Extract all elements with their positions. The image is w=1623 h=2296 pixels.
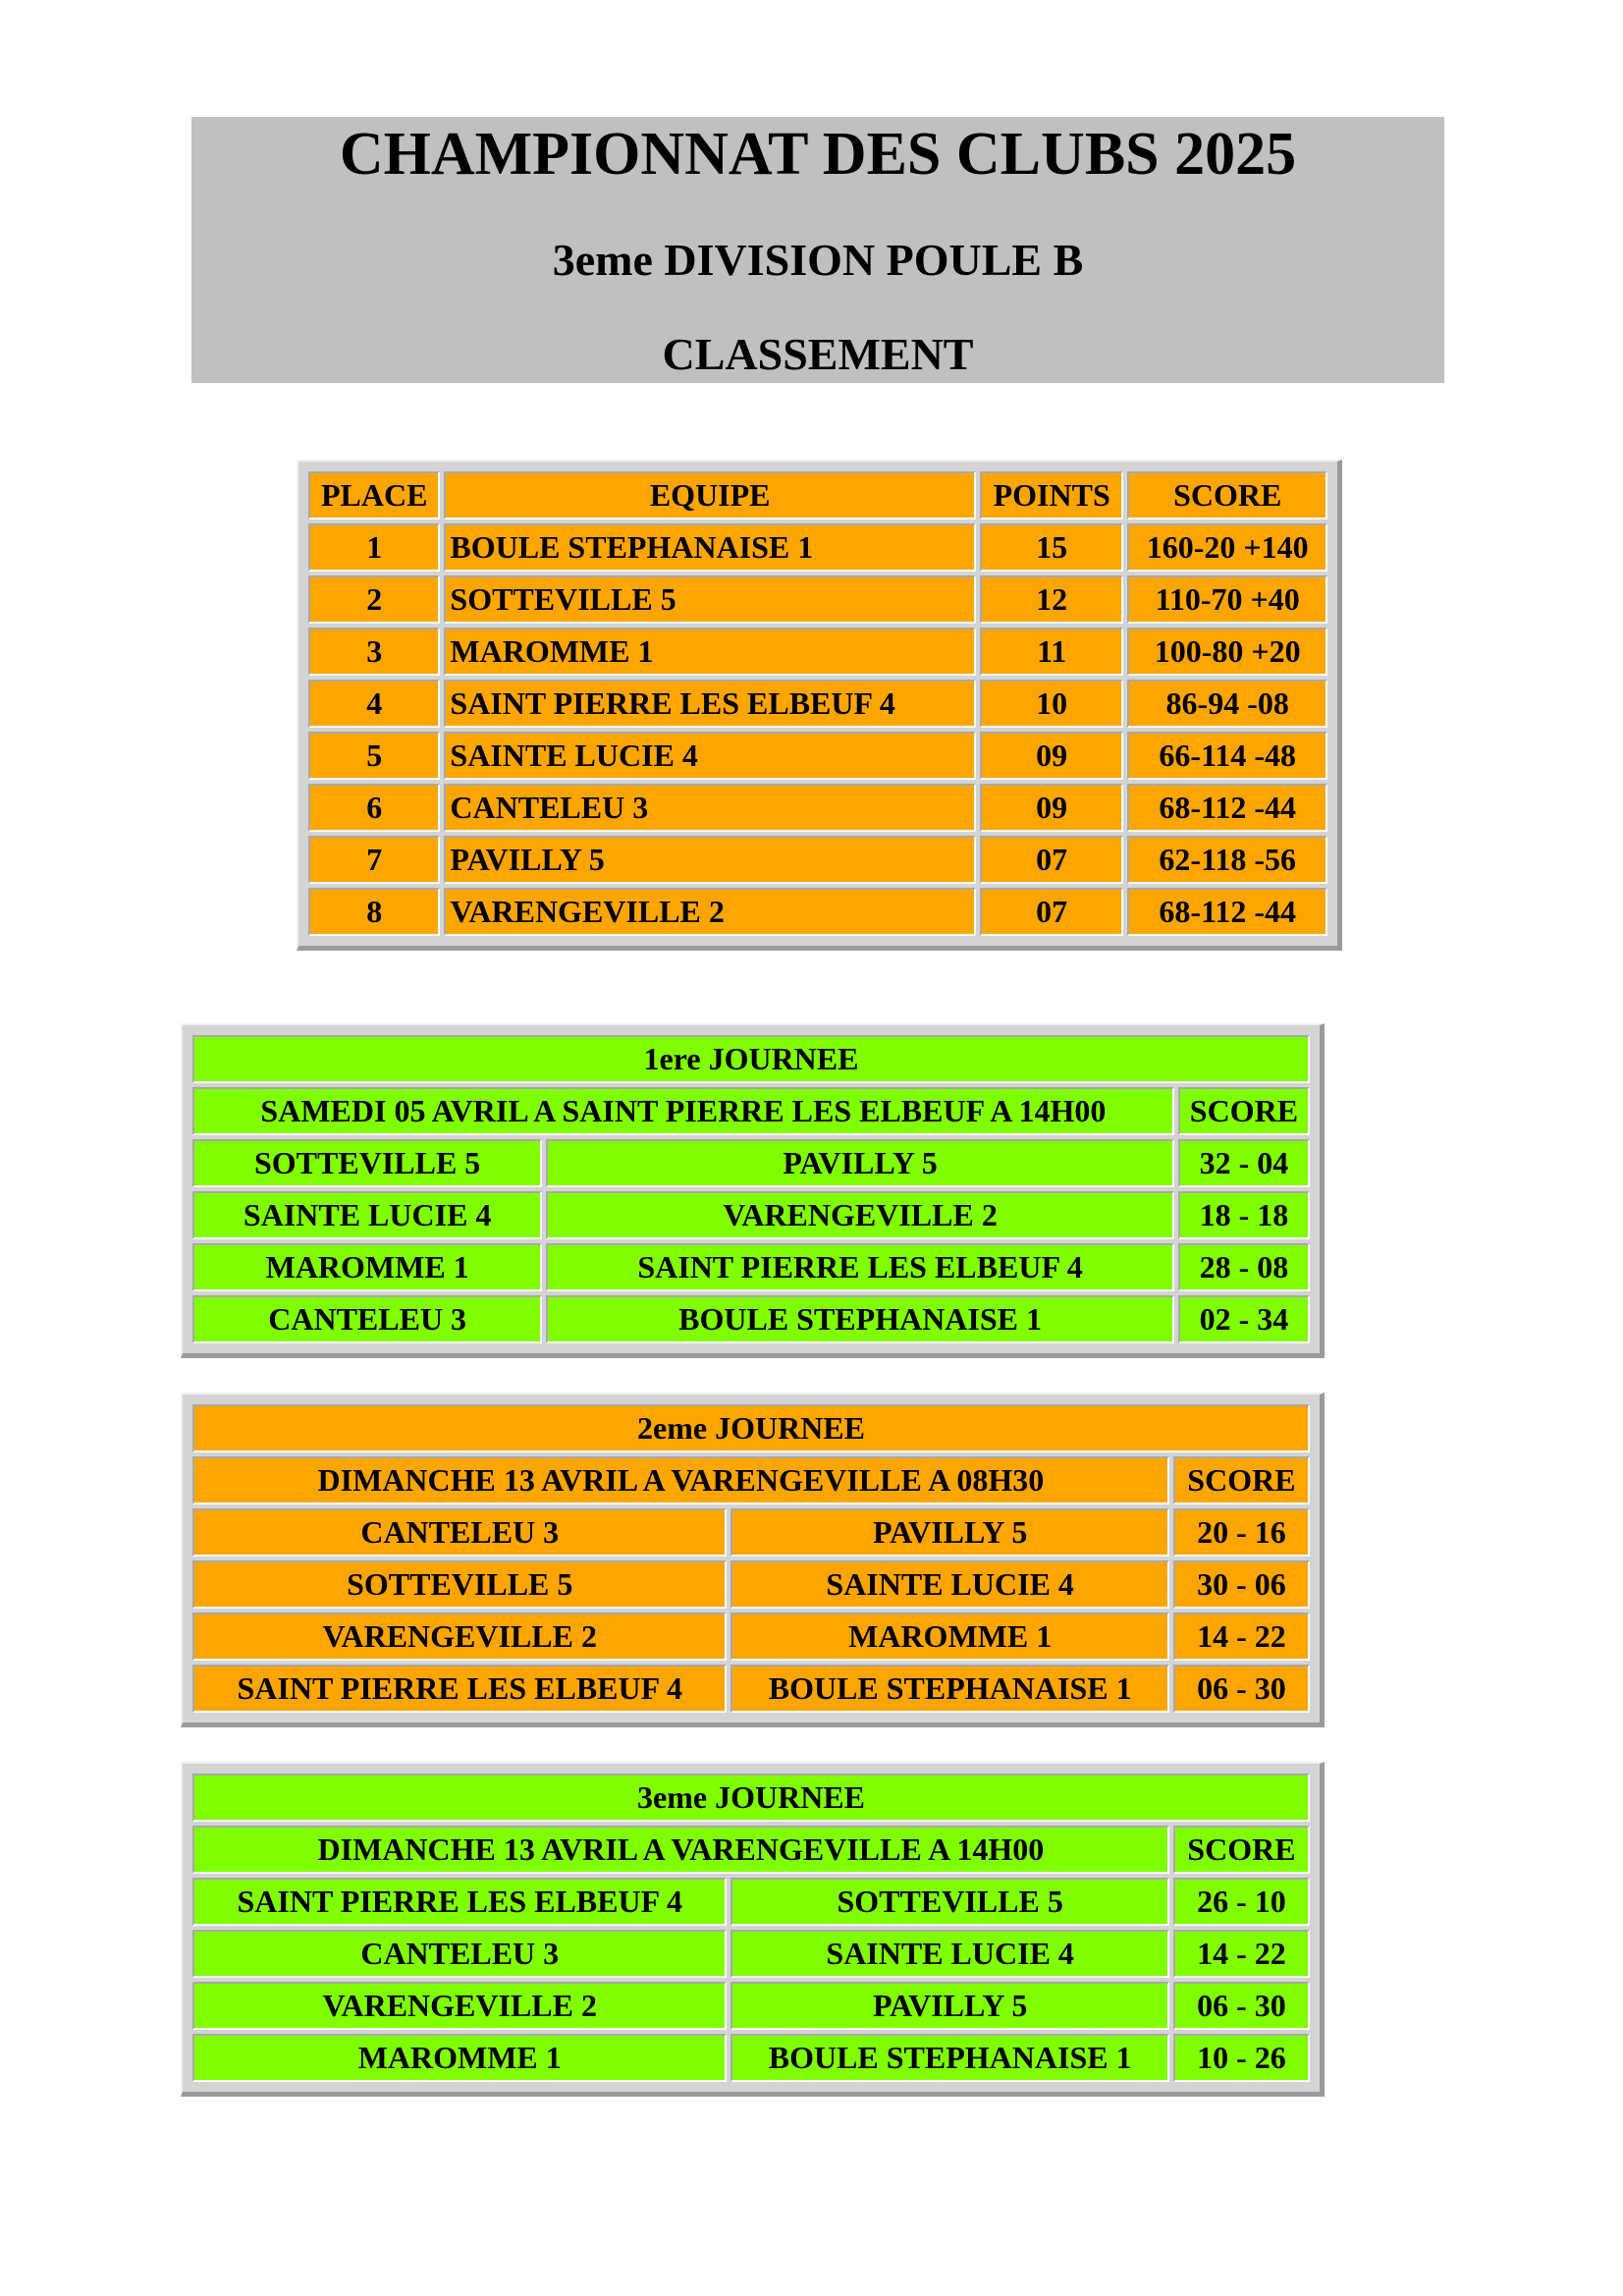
place-cell: 4	[308, 680, 440, 728]
team-cell: SAINTE LUCIE 4	[444, 732, 976, 780]
place-cell: 5	[308, 732, 440, 780]
round-info: SAMEDI 05 AVRIL A SAINT PIERRE LES ELBEUF A 14H00	[192, 1087, 1174, 1135]
score-header: SCORE	[1178, 1087, 1310, 1135]
match-row	[192, 1982, 1310, 2030]
points-cell: 15	[980, 523, 1123, 572]
page-header	[191, 117, 1444, 383]
match-score: 10 - 26	[1173, 2034, 1310, 2082]
away-team: MAROMME 1	[730, 1613, 1168, 1661]
home-team: VARENGEVILLE 2	[192, 1613, 727, 1661]
away-team: SOTTEVILLE 5	[730, 1878, 1168, 1926]
table-row	[308, 784, 1327, 832]
points-cell: 11	[980, 628, 1123, 676]
team-cell: SOTTEVILLE 5	[444, 575, 976, 624]
table-row	[308, 575, 1327, 624]
score-cell: 160-20 +140	[1127, 523, 1327, 572]
score-cell: 100-80 +20	[1127, 628, 1327, 676]
score-cell: 110-70 +40	[1127, 575, 1327, 624]
score-cell: 68-112 -44	[1127, 888, 1327, 936]
match-score: 14 - 22	[1173, 1613, 1310, 1661]
table-row	[308, 628, 1327, 676]
match-row	[192, 1191, 1310, 1239]
match-row	[192, 1560, 1310, 1609]
away-team: VARENGEVILLE 2	[546, 1191, 1174, 1239]
match-row	[192, 1508, 1310, 1557]
round-1-table	[181, 1023, 1325, 1358]
score-cell: 62-118 -56	[1127, 836, 1327, 884]
round-info: DIMANCHE 13 AVRIL A VARENGEVILLE A 14H00	[192, 1826, 1169, 1874]
points-cell: 10	[980, 680, 1123, 728]
team-cell: CANTELEU 3	[444, 784, 976, 832]
away-team: SAINT PIERRE LES ELBEUF 4	[546, 1243, 1174, 1291]
place-cell: 7	[308, 836, 440, 884]
away-team: BOULE STEPHANAISE 1	[546, 1295, 1174, 1343]
place-cell: 2	[308, 575, 440, 624]
division-title: 3eme DIVISION POULE B	[552, 235, 1084, 285]
away-team: BOULE STEPHANAISE 1	[730, 1665, 1168, 1713]
away-team: BOULE STEPHANAISE 1	[730, 2034, 1168, 2082]
score-cell: 66-114 -48	[1127, 732, 1327, 780]
team-cell: PAVILLY 5	[444, 836, 976, 884]
round-2-table	[181, 1393, 1325, 1727]
section-title: CLASSEMENT	[662, 329, 974, 379]
home-team: CANTELEU 3	[192, 1930, 727, 1978]
standings-table	[297, 460, 1342, 951]
match-row	[192, 1139, 1310, 1187]
home-team: SAINTE LUCIE 4	[192, 1191, 542, 1239]
place-cell: 1	[308, 523, 440, 572]
match-row	[192, 1613, 1310, 1661]
team-cell: VARENGEVILLE 2	[444, 888, 976, 936]
round-title: 3eme JOURNEE	[192, 1774, 1310, 1822]
round-title: 1ere JOURNEE	[192, 1035, 1310, 1083]
home-team: MAROMME 1	[192, 2034, 727, 2082]
table-row	[308, 888, 1327, 936]
column-header-score: SCORE	[1127, 471, 1327, 519]
points-cell: 09	[980, 732, 1123, 780]
match-row	[192, 1665, 1310, 1713]
match-row	[192, 1930, 1310, 1978]
match-score: 28 - 08	[1178, 1243, 1310, 1291]
table-row	[308, 836, 1327, 884]
match-score: 14 - 22	[1173, 1930, 1310, 1978]
home-team: CANTELEU 3	[192, 1295, 542, 1343]
home-team: SAINT PIERRE LES ELBEUF 4	[192, 1878, 727, 1926]
away-team: PAVILLY 5	[546, 1139, 1174, 1187]
home-team: CANTELEU 3	[192, 1508, 727, 1557]
score-header: SCORE	[1173, 1826, 1310, 1874]
match-score: 18 - 18	[1178, 1191, 1310, 1239]
home-team: SOTTEVILLE 5	[192, 1139, 542, 1187]
match-score: 32 - 04	[1178, 1139, 1310, 1187]
column-header-place: PLACE	[308, 471, 440, 519]
away-team: SAINTE LUCIE 4	[730, 1930, 1168, 1978]
away-team: SAINTE LUCIE 4	[730, 1560, 1168, 1609]
table-row	[308, 523, 1327, 572]
match-score: 06 - 30	[1173, 1982, 1310, 2030]
match-score: 02 - 34	[1178, 1295, 1310, 1343]
home-team: SOTTEVILLE 5	[192, 1560, 727, 1609]
round-title: 2eme JOURNEE	[192, 1404, 1310, 1452]
home-team: MAROMME 1	[192, 1243, 542, 1291]
round-info: DIMANCHE 13 AVRIL A VARENGEVILLE A 08H30	[192, 1456, 1169, 1504]
place-cell: 3	[308, 628, 440, 676]
team-cell: MAROMME 1	[444, 628, 976, 676]
away-team: PAVILLY 5	[730, 1982, 1168, 2030]
points-cell: 09	[980, 784, 1123, 832]
page-title: CHAMPIONNAT DES CLUBS 2025	[339, 121, 1297, 188]
match-row	[192, 1295, 1310, 1343]
table-row	[308, 732, 1327, 780]
team-cell: BOULE STEPHANAISE 1	[444, 523, 976, 572]
standings-header-row	[308, 471, 1327, 519]
match-score: 26 - 10	[1173, 1878, 1310, 1926]
column-header-team: EQUIPE	[444, 471, 976, 519]
match-score: 06 - 30	[1173, 1665, 1310, 1713]
match-row	[192, 2034, 1310, 2082]
match-score: 20 - 16	[1173, 1508, 1310, 1557]
match-row	[192, 1243, 1310, 1291]
match-score: 30 - 06	[1173, 1560, 1310, 1609]
score-cell: 68-112 -44	[1127, 784, 1327, 832]
place-cell: 8	[308, 888, 440, 936]
points-cell: 12	[980, 575, 1123, 624]
away-team: PAVILLY 5	[730, 1508, 1168, 1557]
round-3-table	[181, 1762, 1325, 2097]
score-cell: 86-94 -08	[1127, 680, 1327, 728]
score-header: SCORE	[1173, 1456, 1310, 1504]
table-row	[308, 680, 1327, 728]
match-row	[192, 1878, 1310, 1926]
place-cell: 6	[308, 784, 440, 832]
team-cell: SAINT PIERRE LES ELBEUF 4	[444, 680, 976, 728]
points-cell: 07	[980, 836, 1123, 884]
column-header-points: POINTS	[980, 471, 1123, 519]
home-team: SAINT PIERRE LES ELBEUF 4	[192, 1665, 727, 1713]
home-team: VARENGEVILLE 2	[192, 1982, 727, 2030]
points-cell: 07	[980, 888, 1123, 936]
